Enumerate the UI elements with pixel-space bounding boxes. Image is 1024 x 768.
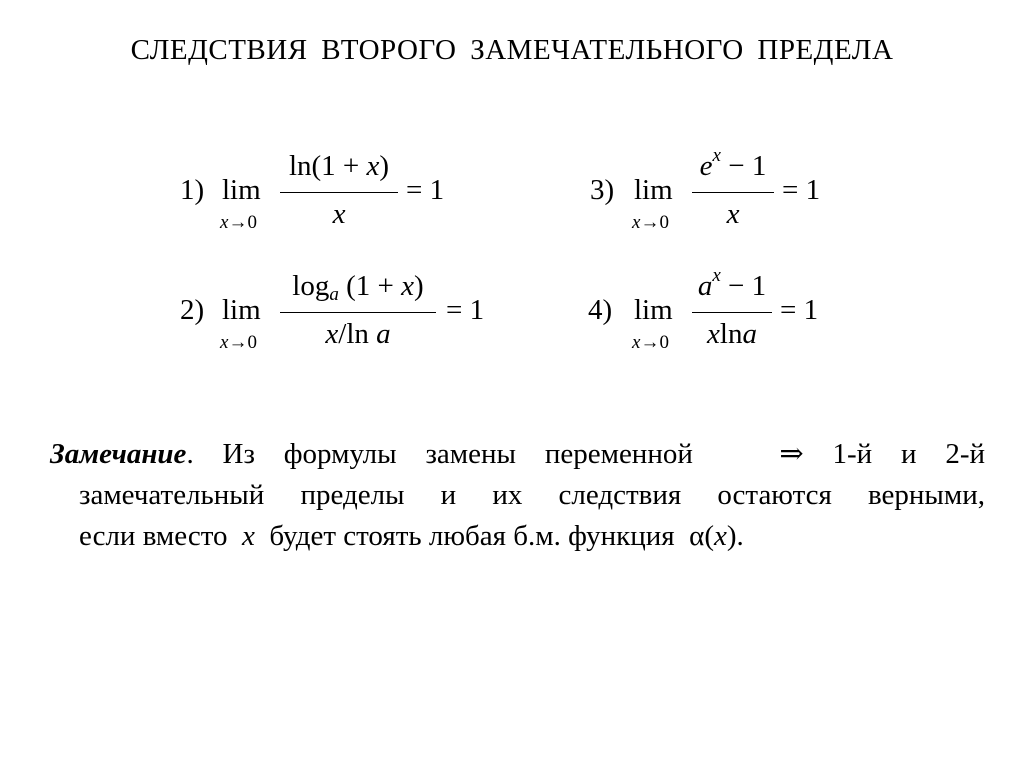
formula-2 [180, 266, 500, 356]
fraction-denominator: xlna [707, 318, 757, 350]
formula-4 [588, 266, 848, 356]
fraction-numerator: ln(1 + x) [288, 150, 390, 182]
lim-subscript: x→0 [632, 332, 669, 353]
fraction-denominator: x [332, 198, 346, 230]
lim-subscript: x→0 [632, 212, 669, 233]
fraction-bar [280, 192, 398, 193]
lim-subscript: x→0 [220, 332, 257, 353]
fraction-bar [692, 192, 774, 193]
formula-number: 2) [180, 294, 205, 326]
fraction-bar [280, 312, 436, 313]
equals-one: = 1 [446, 294, 485, 326]
formula-3 [590, 146, 850, 236]
lim-subscript: x→0 [220, 212, 257, 233]
fraction-bar [692, 312, 772, 313]
formula-number: 4) [588, 294, 613, 326]
equals-one: = 1 [782, 174, 821, 206]
remark-line-3: если вместо x будет стоять любая б.м. функция α(x). [79, 520, 744, 552]
formula-number: 1) [180, 174, 205, 206]
fraction-denominator: x/ln a [325, 318, 391, 350]
fraction-numerator: loga (1 + x) [292, 270, 424, 305]
formula-number: 3) [590, 174, 615, 206]
remark-line-1: Замечание. Из формулы замены переменной ⇒ 1-й и 2-й [50, 438, 986, 470]
lim-operator: lim [222, 174, 261, 206]
remark-title: Замечание [50, 438, 187, 470]
page-title: СЛЕДСТВИЯ ВТОРОГО ЗАМЕЧАТЕЛЬНОГО ПРЕДЕЛА [130, 34, 894, 66]
fraction-numerator: $a^x - 1$ [697, 265, 767, 302]
remark-paragraph [50, 434, 985, 557]
fraction-numerator: $e^x - 1$ [699, 145, 767, 182]
remark-line-2: замечательный пределы и их следствия остаются верными, [79, 479, 985, 511]
equals-one: = 1 [780, 294, 819, 326]
fraction-denominator: x [726, 198, 740, 230]
equals-one: = 1 [406, 174, 445, 206]
lim-operator: lim [222, 294, 261, 326]
lim-operator: lim [634, 174, 673, 206]
lim-operator: lim [634, 294, 673, 326]
implies-symbol: ⇒ [779, 438, 804, 470]
formula-1 [180, 146, 480, 236]
